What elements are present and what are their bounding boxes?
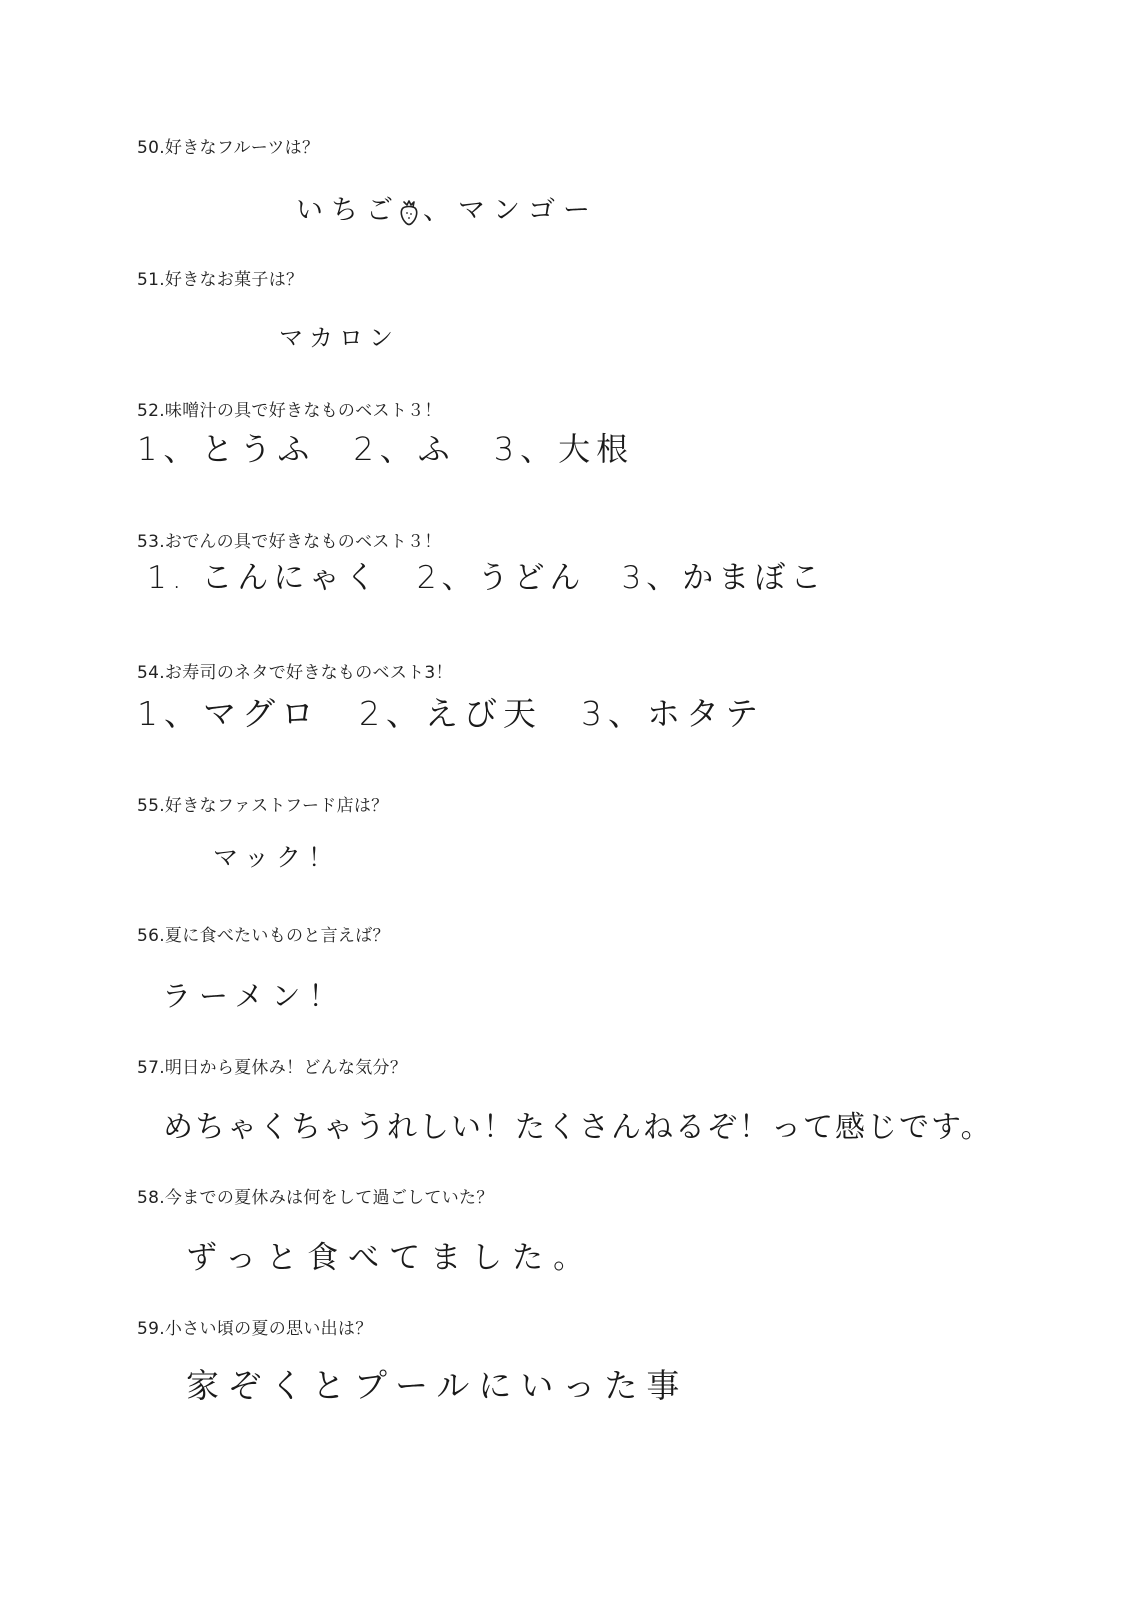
question-58: 58.今までの夏休みは何をして過ごしていた？ <box>137 1188 494 1208</box>
answer-58: ずっと食べてました。 <box>186 1240 595 1276</box>
answer-50-text-rest: 、マンゴー <box>423 195 598 226</box>
answer-56: ラーメン！ <box>162 979 346 1013</box>
question-52: 52.味噌汁の具で好きなものベスト３！ <box>137 401 442 421</box>
strawberry-icon <box>397 198 421 226</box>
question-59: 59.小さい頃の夏の思い出は？ <box>137 1319 373 1339</box>
question-55: 55.好きなファストフード店は？ <box>137 796 389 816</box>
answer-50-text: いちご <box>296 195 401 226</box>
question-53: 53.おでんの具で好きなものベスト３！ <box>137 532 442 552</box>
answer-50 <box>296 188 598 227</box>
question-54: 54.お寿司のネタで好きなものベスト3！ <box>137 663 453 683</box>
answer-59: 家ぞくとプールにいった事 <box>186 1366 689 1405</box>
answer-55: マック！ <box>213 843 341 872</box>
answer-57: めちゃくちゃうれしい！たくさんねるぞ！って感じです。 <box>163 1110 993 1145</box>
question-57: 57.明日から夏休み！どんな気分？ <box>137 1058 408 1078</box>
question-50: 50.好きなフルーツは？ <box>137 138 320 158</box>
answer-51: マカロン <box>279 324 399 352</box>
answer-54: 1、マグロ 2、えび天 3、ホタテ <box>137 694 764 733</box>
question-51: 51.好きなお菓子は？ <box>137 270 304 290</box>
answer-53: 1. こんにゃく 2、うどん 3、かまぼこ <box>147 560 827 596</box>
answer-52: 1、とうふ 2、ふ 3、大根 <box>137 430 635 468</box>
question-56: 56.夏に食べたいものと言えば？ <box>137 926 390 946</box>
